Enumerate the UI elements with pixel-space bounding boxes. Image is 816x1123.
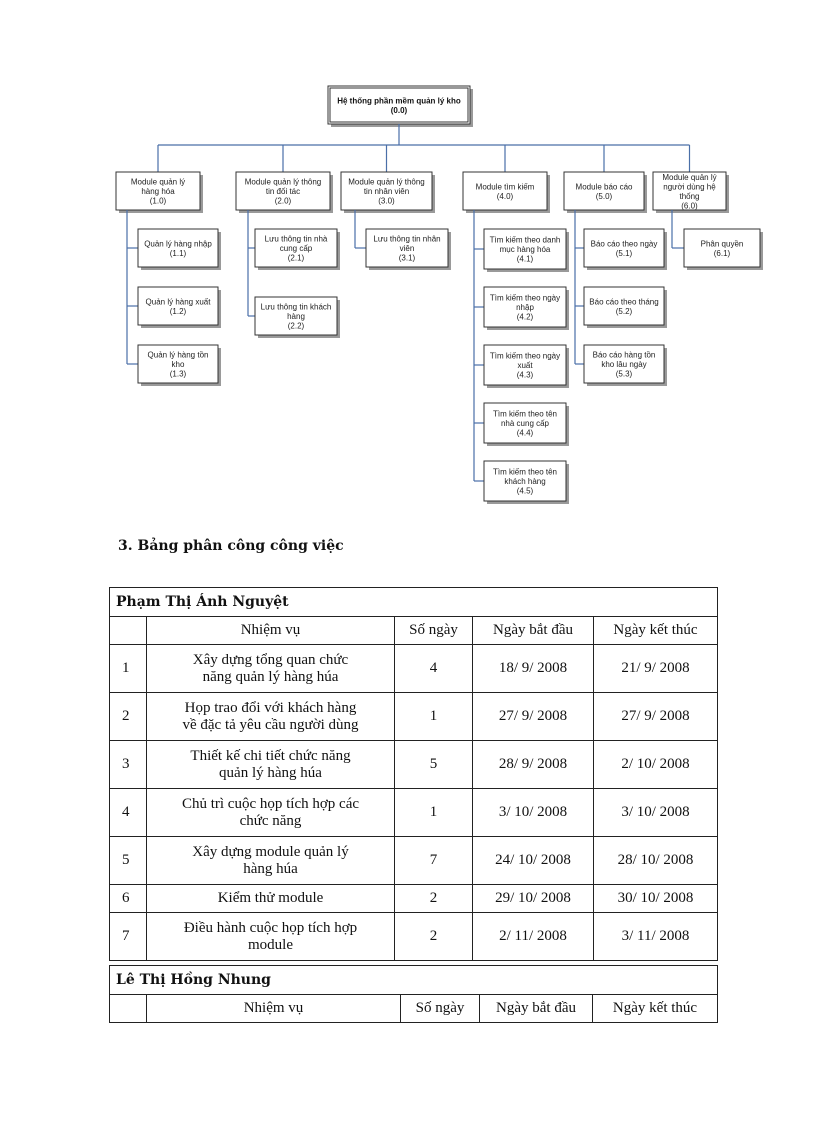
child-box-5-2 — [584, 287, 667, 328]
table-row — [110, 837, 718, 885]
task-cell — [147, 693, 395, 741]
assignment-table-1 — [109, 587, 718, 961]
module-box-4 — [463, 172, 550, 213]
box-text-line: (5.3) — [615, 369, 633, 379]
box-text-line: người dùng hệ — [663, 182, 716, 192]
box-text-line: (6.0) — [681, 201, 698, 211]
days-cell: 1 — [395, 693, 473, 741]
task-line: hàng húa — [243, 860, 298, 877]
header-blank-cell — [110, 995, 147, 1023]
end-date-cell: 27/ 9/ 2008 — [594, 693, 718, 741]
task-line: Kiểm thử module — [217, 890, 324, 906]
task-line: năng quản lý hàng húa — [202, 668, 339, 685]
table-row — [110, 789, 718, 837]
box-text-line: (1.1) — [169, 248, 187, 258]
box-text-line: Tìm kiếm theo tên — [492, 409, 558, 419]
child-box-2-2 — [255, 297, 340, 338]
task-line: quản lý hàng húa — [219, 764, 322, 781]
box-text-line: (2.2) — [287, 321, 305, 331]
box-text-line: (5.1) — [615, 248, 633, 258]
header-start-cell: Ngày bắt đầu — [473, 617, 594, 645]
task-cell — [147, 789, 395, 837]
box-text-line: (2.1) — [287, 253, 305, 263]
box-text-line: (1.0) — [149, 196, 167, 206]
header-task-cell: Nhiệm vụ — [147, 995, 401, 1023]
task-line: Chủ trì cuộc họp tích hợp các — [181, 795, 360, 812]
row-number-cell: 5 — [110, 837, 147, 885]
child-box-3-1 — [366, 229, 451, 270]
table-row — [110, 913, 718, 961]
box-text-line: Tìm kiếm theo ngày — [489, 351, 561, 361]
module-box-3 — [341, 172, 435, 213]
box-text-line: (4.1) — [516, 254, 534, 264]
box-text-line: Quản lý hàng nhập — [144, 239, 212, 249]
module-box-2 — [236, 172, 333, 213]
task-cell — [147, 645, 395, 693]
box-text-line: Tìm kiếm theo tên — [492, 467, 558, 477]
task-line: Họp trao đổi với khách hàng — [184, 699, 357, 716]
task-line: Điều hành cuộc họp tích hợp — [183, 919, 358, 936]
task-cell — [147, 837, 395, 885]
box-text-line: khách hàng — [504, 477, 546, 486]
box-text-line: Lưu thông tin khách — [260, 302, 332, 312]
box-text-line: tin nhân viên — [363, 187, 410, 196]
end-date-cell: 28/ 10/ 2008 — [594, 837, 718, 885]
box-text-line: (4.5) — [516, 486, 534, 496]
days-cell: 1 — [395, 789, 473, 837]
box-text-line: Báo cáo theo ngày — [590, 239, 658, 249]
row-number-cell: 1 — [110, 645, 147, 693]
child-box-6-1 — [684, 229, 763, 270]
child-box-1-3 — [138, 345, 221, 386]
box-text-line: (6.1) — [713, 248, 731, 258]
days-cell: 4 — [395, 645, 473, 693]
child-box-1-1 — [138, 229, 221, 270]
start-date-cell: 2/ 11/ 2008 — [473, 913, 594, 961]
header-start-cell: Ngày bắt đầu — [480, 995, 593, 1023]
child-box-1-2 — [138, 287, 221, 328]
task-line: Xây dựng module quản lý — [192, 843, 349, 860]
box-text-line: Module quản lý thông — [244, 177, 322, 187]
box-text-line: Module quản lý — [130, 177, 186, 187]
box-text-line: Phân quyền — [700, 239, 744, 249]
end-date-cell: 3/ 10/ 2008 — [594, 789, 718, 837]
box-text-line: tin đối tác — [265, 187, 301, 196]
person-name-cell: Phạm Thị Ánh Nguyệt — [110, 588, 718, 617]
box-text-line: (3.1) — [398, 253, 416, 263]
header-task-cell: Nhiệm vụ — [147, 617, 395, 645]
table-row — [110, 885, 718, 913]
assignment-table-2 — [109, 965, 718, 1023]
header-end-cell: Ngày kết thúc — [593, 995, 718, 1023]
task-line: Xây dựng tổng quan chức — [192, 651, 349, 668]
start-date-cell: 3/ 10/ 2008 — [473, 789, 594, 837]
table-row — [110, 693, 718, 741]
box-text-line: (5.2) — [615, 306, 633, 316]
box-text-line: (4.3) — [516, 370, 534, 380]
end-date-cell: 3/ 11/ 2008 — [594, 913, 718, 961]
child-box-5-1 — [584, 229, 667, 270]
start-date-cell: 28/ 9/ 2008 — [473, 741, 594, 789]
task-cell — [147, 885, 395, 913]
box-text-line: Quản lý hàng xuất — [145, 297, 211, 307]
row-number-cell: 3 — [110, 741, 147, 789]
box-text-line: Lưu thông tin nhà — [264, 234, 328, 244]
box-text-line: (4.2) — [516, 312, 534, 322]
end-date-cell: 30/ 10/ 2008 — [594, 885, 718, 913]
child-box-4-4 — [484, 403, 569, 446]
box-text-line: cung cấp — [279, 244, 313, 253]
header-end-cell: Ngày kết thúc — [594, 617, 718, 645]
child-box-4-3 — [484, 345, 569, 388]
days-cell: 2 — [395, 885, 473, 913]
box-text-line: xuất — [517, 361, 533, 370]
box-text-line: Module báo cáo — [575, 182, 633, 192]
days-cell: 2 — [395, 913, 473, 961]
box-text-line: viên — [399, 244, 415, 253]
child-box-4-2 — [484, 287, 569, 330]
end-date-cell: 2/ 10/ 2008 — [594, 741, 718, 789]
start-date-cell: 29/ 10/ 2008 — [473, 885, 594, 913]
row-number-cell: 7 — [110, 913, 147, 961]
header-days-cell: Số ngày — [395, 617, 473, 645]
box-text-line: Báo cáo hàng tồn — [592, 350, 656, 360]
table-row — [110, 741, 718, 789]
start-date-cell: 24/ 10/ 2008 — [473, 837, 594, 885]
box-text-line: hàng — [287, 312, 305, 321]
box-text-line: kho — [171, 360, 185, 369]
end-date-cell: 21/ 9/ 2008 — [594, 645, 718, 693]
box-text-line: Module tìm kiếm — [475, 182, 535, 192]
days-cell: 7 — [395, 837, 473, 885]
task-line: về đặc tả yêu cầu người dùng — [182, 716, 359, 733]
box-text-line: (3.0) — [378, 196, 395, 206]
table-row — [110, 645, 718, 693]
start-date-cell: 27/ 9/ 2008 — [473, 693, 594, 741]
task-cell — [147, 741, 395, 789]
person-name-cell: Lê Thị Hồng Nhung — [110, 966, 718, 995]
child-box-5-3 — [584, 345, 667, 386]
row-number-cell: 6 — [110, 885, 147, 913]
box-text-line: Quản lý hàng tồn — [147, 350, 209, 360]
days-cell: 5 — [395, 741, 473, 789]
box-text-line: (4.0) — [496, 191, 514, 201]
box-text-line: Lưu thông tin nhân — [373, 234, 441, 244]
task-cell — [147, 913, 395, 961]
start-date-cell: 18/ 9/ 2008 — [473, 645, 594, 693]
module-box-1 — [116, 172, 203, 213]
box-text-line: hàng hóa — [141, 187, 175, 196]
box-text-line: Hệ thống phần mềm quản lý kho — [337, 96, 461, 106]
box-text-line: Module quản lý thông — [348, 177, 425, 187]
row-number-cell: 4 — [110, 789, 147, 837]
child-box-2-1 — [255, 229, 340, 270]
module-box-5 — [564, 172, 647, 213]
box-text-line: (5.0) — [595, 191, 613, 201]
box-text-line: Module quản lý — [662, 172, 717, 182]
child-box-4-5 — [484, 461, 569, 504]
box-text-line: thống — [679, 191, 700, 201]
task-line: Thiết kế chi tiết chức năng — [190, 747, 351, 764]
section-title: 3. Bảng phân công công việc — [118, 538, 344, 554]
box-text-line: Báo cáo theo tháng — [589, 297, 659, 307]
box-text-line: kho lâu ngày — [601, 360, 647, 369]
module-box-6 — [653, 172, 729, 213]
box-text-line: Tìm kiếm theo danh — [489, 235, 561, 245]
child-box-4-1 — [484, 229, 569, 272]
task-line: chức năng — [239, 812, 302, 829]
box-text-line: (1.3) — [169, 369, 187, 379]
task-line: module — [248, 936, 293, 953]
box-text-line: (4.4) — [516, 428, 534, 438]
row-number-cell: 2 — [110, 693, 147, 741]
root-node-box — [328, 86, 473, 127]
box-text-line: nhà cung cấp — [500, 419, 550, 428]
box-text-line: mục hàng hóa — [499, 245, 551, 254]
header-blank-cell — [110, 617, 147, 645]
box-text-line: nhập — [516, 303, 534, 312]
box-text-line: Tìm kiếm theo ngày — [489, 293, 561, 303]
header-days-cell: Số ngày — [401, 995, 480, 1023]
org-chart-diagram — [0, 0, 816, 520]
box-text-line: (2.0) — [274, 196, 292, 206]
box-text-line: (1.2) — [169, 306, 187, 316]
box-text-line: (0.0) — [390, 105, 408, 115]
